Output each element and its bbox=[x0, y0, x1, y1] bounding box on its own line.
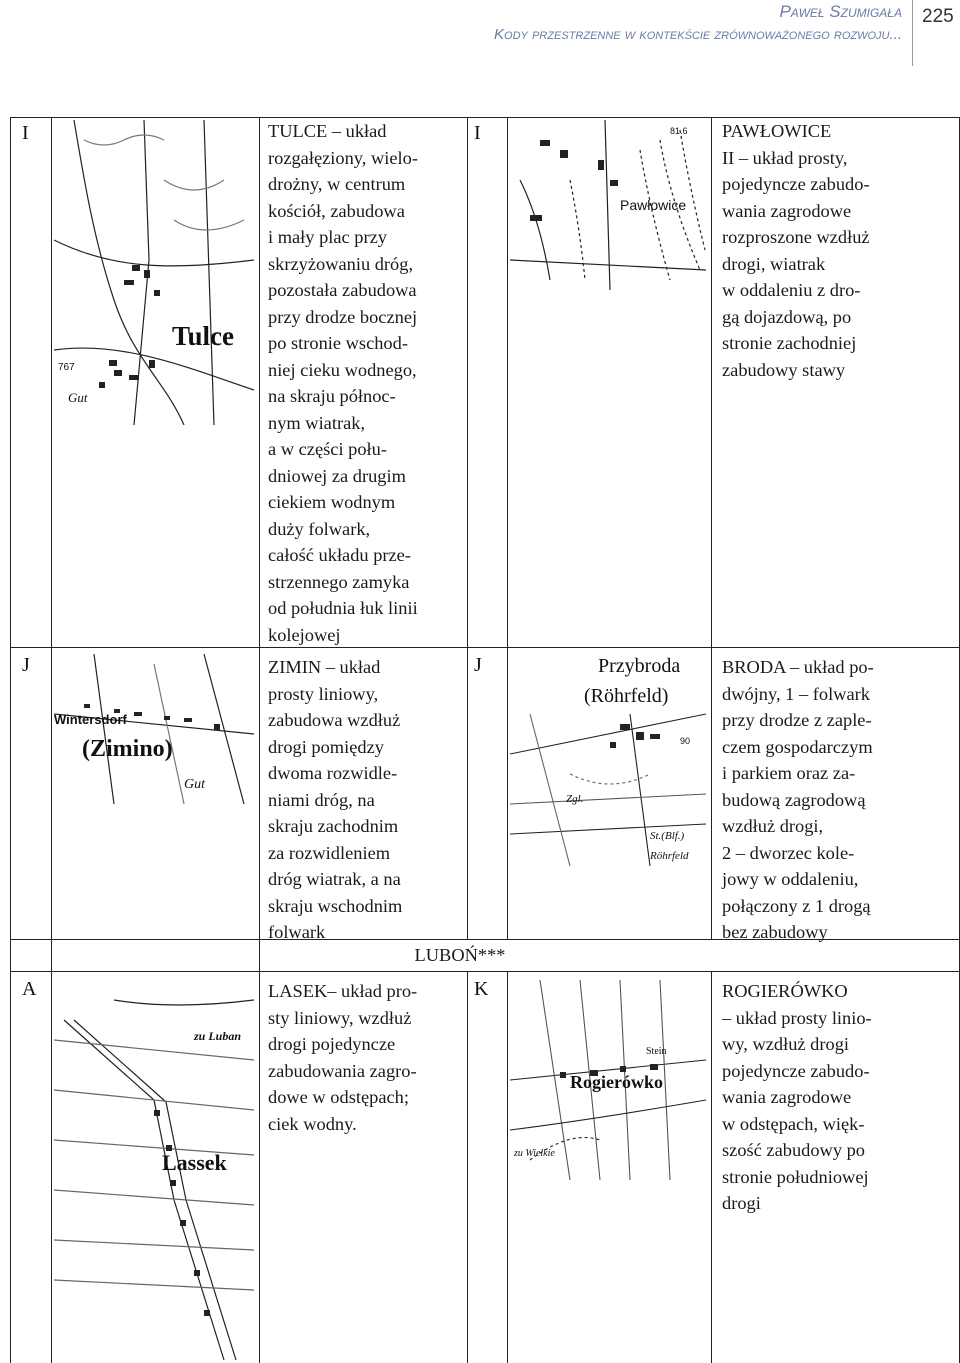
text-line: czem gospodarczym bbox=[722, 736, 873, 757]
text-line: jowy w oddaleniu, bbox=[722, 869, 859, 889]
map-broda bbox=[510, 654, 706, 866]
text-line: dowe w odstępach; bbox=[268, 1087, 409, 1107]
text-line: rozproszone wzdłuż bbox=[722, 227, 870, 247]
text-line: szość zabudowy po bbox=[722, 1140, 866, 1160]
text-line: duży folwark, bbox=[268, 518, 371, 539]
text-line: przy drodze z zaple- bbox=[722, 710, 872, 730]
text-line: pojedyncze zabudo- bbox=[722, 174, 870, 194]
text-line: ciekiem wodnym bbox=[268, 492, 396, 512]
text-line: przy drodze bocznej bbox=[268, 306, 418, 327]
row-letter: I bbox=[22, 122, 29, 144]
text-line: BRODA – układ po- bbox=[722, 657, 874, 677]
map-label: Wintersdorf bbox=[54, 712, 127, 727]
text-line: i parkiem oraz za- bbox=[722, 763, 856, 783]
text-line: drogi pojedyncze bbox=[268, 1034, 396, 1054]
text-line: w odstępach, więk- bbox=[722, 1113, 865, 1134]
description-tulce bbox=[268, 118, 418, 648]
text-line: ciek wodny. bbox=[268, 1113, 357, 1134]
text-line: na skraju północ- bbox=[268, 386, 396, 406]
text-line: skrzyżowaniu dróg, bbox=[268, 253, 414, 274]
text-line: kościół, zabudowa bbox=[268, 200, 405, 221]
map-label: Przybroda bbox=[598, 655, 681, 677]
map-label: Tulce bbox=[172, 321, 235, 351]
col-divider bbox=[711, 971, 712, 1363]
text-line: od południa łuk linii bbox=[268, 598, 418, 618]
map-pawlowice bbox=[510, 120, 706, 290]
map-rogierowko bbox=[510, 980, 706, 1180]
map-label: Stein bbox=[646, 1046, 667, 1057]
map-label: 767 bbox=[58, 362, 75, 373]
map-label: Zgl. bbox=[566, 793, 584, 805]
text-line: wania zagrodowe bbox=[722, 200, 852, 221]
text-line: a w części połu- bbox=[268, 439, 387, 459]
text-line: drogi pomiędzy bbox=[268, 736, 384, 757]
row-letter: J bbox=[22, 654, 30, 676]
text-line: dwoma rozwidle- bbox=[268, 763, 398, 783]
map-label: Röhrfeld bbox=[650, 850, 689, 862]
col-divider bbox=[467, 118, 468, 939]
col-divider bbox=[507, 971, 508, 1363]
col-divider bbox=[507, 118, 508, 939]
text-line: wzdłuż drogi, bbox=[722, 816, 824, 836]
col-divider bbox=[51, 118, 52, 1363]
text-line: i mały plac przy bbox=[268, 227, 387, 247]
text-line: dniowej za drugim bbox=[268, 465, 406, 486]
text-line: PAWŁOWICE bbox=[722, 121, 832, 141]
text-line: gą dojazdową, po bbox=[722, 306, 852, 327]
text-line: pozostała zabudowa bbox=[268, 280, 417, 300]
text-line: strzennego zamyka bbox=[268, 571, 410, 592]
col-divider bbox=[711, 118, 712, 939]
map-label: Pawłowice bbox=[620, 197, 687, 213]
text-line: całość układu prze- bbox=[268, 545, 411, 565]
map-label: Rogierówko bbox=[570, 1072, 663, 1092]
text-line: niej cieku wodnego, bbox=[268, 359, 417, 380]
text-line: 2 – dworzec kole- bbox=[722, 842, 855, 863]
text-line: połączony z 1 drogą bbox=[722, 895, 871, 916]
description-zimin bbox=[268, 654, 402, 946]
text-line: w oddaleniu z dro- bbox=[722, 280, 861, 300]
text-line: II – układ prosty, bbox=[722, 147, 848, 168]
text-line: – układ prosty linio- bbox=[722, 1007, 872, 1028]
row-divider bbox=[11, 971, 959, 972]
text-line: drożny, w centrum bbox=[268, 174, 406, 194]
text-line: zabudowy stawy bbox=[722, 359, 846, 380]
text-line: pojedyncze zabudo- bbox=[722, 1060, 870, 1081]
map-label: 81.6 bbox=[670, 126, 688, 136]
description-pawlowice bbox=[722, 118, 870, 383]
col-divider bbox=[259, 118, 260, 1363]
row-divider bbox=[11, 647, 959, 648]
text-line: wy, wzdłuż drogi bbox=[722, 1034, 850, 1054]
header-divider bbox=[912, 0, 913, 66]
map-label: (Zimino) bbox=[82, 736, 173, 762]
description-broda bbox=[722, 654, 874, 946]
map-label: Gut bbox=[184, 777, 205, 792]
description-lasek bbox=[268, 978, 417, 1137]
col-divider bbox=[467, 971, 468, 1363]
description-rogierowko bbox=[722, 978, 872, 1217]
page-number: 225 bbox=[922, 6, 954, 27]
map-label: Gut bbox=[68, 390, 88, 405]
text-line: po stronie wschod- bbox=[268, 333, 408, 353]
text-line: ROGIERÓWKO bbox=[722, 981, 848, 1001]
map-label: (Röhrfeld) bbox=[584, 685, 669, 707]
header-author: Paweł Szumigała bbox=[779, 2, 902, 21]
map-label: Lassek bbox=[162, 1150, 227, 1175]
text-line: stronie zachodniej bbox=[722, 333, 857, 353]
text-line: bez zabudowy bbox=[722, 922, 828, 942]
text-line: zabudowa wzdłuż bbox=[268, 710, 401, 730]
text-line: drogi, wiatrak bbox=[722, 253, 826, 274]
text-line: stronie południowej bbox=[722, 1166, 869, 1187]
text-line: TULCE – układ bbox=[268, 121, 387, 141]
text-line: skraju wschodnim bbox=[268, 895, 403, 916]
row-letter: A bbox=[22, 978, 37, 1000]
map-zimin bbox=[54, 654, 254, 804]
text-line: dróg wiatrak, a na bbox=[268, 869, 401, 889]
map-tulce bbox=[54, 120, 254, 425]
text-line: sty liniowy, wzdłuż bbox=[268, 1007, 412, 1028]
section-label: LUBOŃ*** bbox=[414, 945, 506, 965]
text-line: budową zagrodową bbox=[722, 789, 866, 810]
text-line: wania zagrodowe bbox=[722, 1087, 852, 1107]
text-line: zabudowania zagro- bbox=[268, 1060, 417, 1081]
text-line: niami dróg, na bbox=[268, 789, 375, 810]
text-line: prosty liniowy, bbox=[268, 683, 379, 704]
text-line: kolejowej bbox=[268, 624, 341, 645]
row-letter: I bbox=[474, 122, 481, 144]
text-line: za rozwidleniem bbox=[268, 842, 391, 863]
text-line: drogi bbox=[722, 1193, 761, 1213]
map-label: 90 bbox=[680, 736, 691, 746]
row-letter: J bbox=[474, 654, 482, 676]
map-label: zu Wielkie bbox=[514, 1148, 555, 1159]
map-label: zu Luban bbox=[194, 1029, 242, 1043]
running-header bbox=[0, 0, 960, 70]
header-title: Kody przestrzenne w kontekście zrównoważonego rozwoju... bbox=[494, 26, 902, 43]
map-lasek bbox=[54, 980, 254, 1360]
row-letter: K bbox=[474, 978, 489, 1000]
text-line: nym wiatrak, bbox=[268, 412, 366, 433]
text-line: skraju zachodnim bbox=[268, 816, 399, 836]
text-line: ZIMIN – układ bbox=[268, 657, 381, 677]
text-line: LASEK– układ pro- bbox=[268, 981, 418, 1001]
map-label: St.(Blf.) bbox=[650, 830, 685, 842]
text-line: rozgałęziony, wielo- bbox=[268, 147, 418, 168]
text-line: folwark bbox=[268, 922, 326, 942]
text-line: dwójny, 1 – folwark bbox=[722, 683, 870, 704]
